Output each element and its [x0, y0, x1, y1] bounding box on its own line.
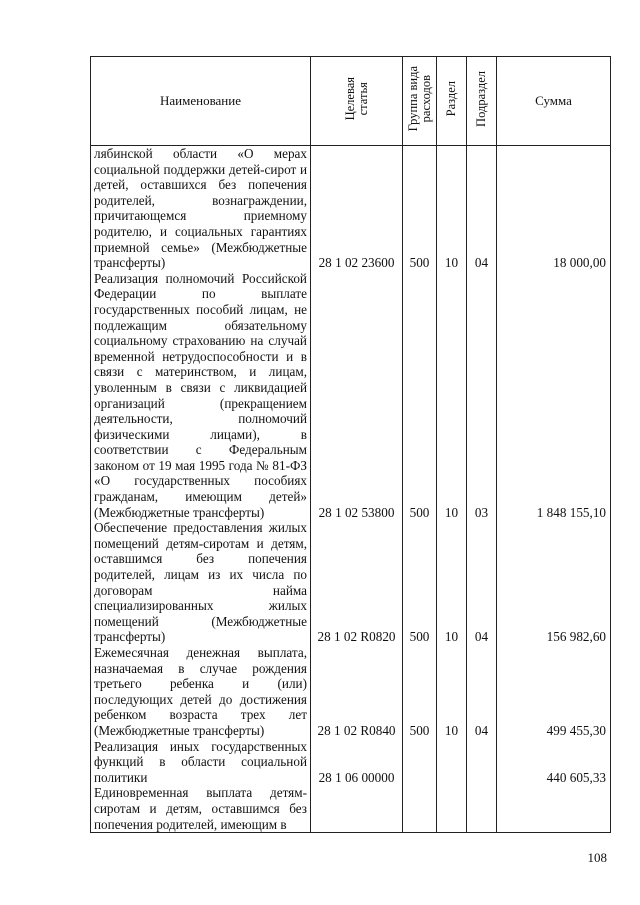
table-row [91, 146, 611, 271]
row-name: Реализация иных государственных функций в области социальной политики [91, 739, 311, 786]
row-sum: 499 455,30 [497, 645, 611, 739]
row-section: 10 [437, 271, 467, 521]
row-section [437, 785, 467, 832]
row-target-article: 28 1 02 23600 [311, 146, 403, 271]
row-section: 10 [437, 146, 467, 271]
budget-table [90, 56, 611, 833]
row-expense-group [403, 785, 437, 832]
header-section: Раздел [437, 57, 467, 146]
row-section: 10 [437, 645, 467, 739]
row-expense-group: 500 [403, 645, 437, 739]
row-subsection [467, 785, 497, 832]
header-name: Наименование [91, 57, 311, 146]
row-expense-group [403, 739, 437, 786]
table-row [91, 739, 611, 786]
row-target-article: 28 1 02 53800 [311, 271, 403, 521]
row-sum: 156 982,60 [497, 520, 611, 645]
page-number: 108 [587, 850, 607, 865]
row-name: Единовременная выплата детям-сиротам и детям, оставшимся без попечения родителей, имеющим в [91, 785, 311, 832]
table-row [91, 271, 611, 521]
row-subsection: 03 [467, 271, 497, 521]
row-sum: 1 848 155,10 [497, 271, 611, 521]
header-target-article: Целевая статья [311, 57, 403, 146]
row-subsection: 04 [467, 520, 497, 645]
row-expense-group: 500 [403, 146, 437, 271]
row-sum: 18 000,00 [497, 146, 611, 271]
row-subsection [467, 739, 497, 786]
header-sum: Сумма [497, 57, 611, 146]
row-target-article [311, 785, 403, 832]
row-subsection: 04 [467, 645, 497, 739]
header-expense-group: Группа вида расходов [403, 57, 437, 146]
row-name: Ежемесячная денежная выплата, назначаемая в случае рождения третьего ребенка и (или) последующих детей до достижения ребенком возраста трех лет (Межбюджетные трансферты) [91, 645, 311, 739]
row-target-article: 28 1 06 00000 [311, 739, 403, 786]
row-name: Обеспечение предоставления жилых помещений детям-сиротам и детям, оставшимся без попечения родителей, лицам из их числа по договорам найма специализированных жилых помещений (Межбюджетные трансферты) [91, 520, 311, 645]
table-header-row [91, 57, 611, 146]
row-target-article: 28 1 02 R0820 [311, 520, 403, 645]
row-expense-group: 500 [403, 520, 437, 645]
row-sum [497, 785, 611, 832]
table-row [91, 645, 611, 739]
row-section [437, 739, 467, 786]
row-expense-group: 500 [403, 271, 437, 521]
row-sum: 440 605,33 [497, 739, 611, 786]
table-row [91, 520, 611, 645]
row-name: Реализация полномочий Российской Федерации по выплате государственных пособий лицам, не подлежащим обязательному социальному страхованию на случай временной нетрудоспособности и в связи с материнством, и лицам, уволенным в связи с ликвидацией организаций (прекращением деятельности, полномочий физическими лицами), в соответствии с Федеральным законом от 19 мая 1995 года № 81-ФЗ «О государственных пособиях гражданам, имеющим детей» (Межбюджетные трансферты) [91, 271, 311, 521]
row-target-article: 28 1 02 R0840 [311, 645, 403, 739]
header-subsection: Подраздел [467, 57, 497, 146]
row-subsection: 04 [467, 146, 497, 271]
row-section: 10 [437, 520, 467, 645]
table-row [91, 785, 611, 832]
row-name: лябинской области «О мерах социальной поддержки детей-сирот и детей, оставшихся без попечения родителей, вознаграждении, причитающемся приемному родителю, и социальных гарантиях приемной семье» (Межбюджетные трансферты) [91, 146, 311, 271]
